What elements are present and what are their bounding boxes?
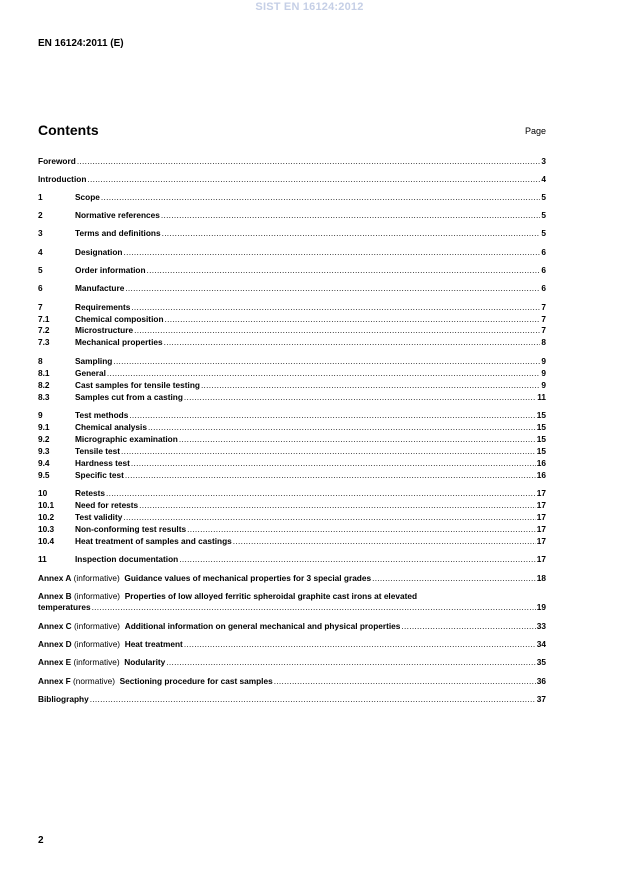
page-column-label: Page [524,126,546,136]
toc-page: 17 [536,524,546,534]
toc-entry-11[interactable] [38,554,546,565]
toc-page: 17 [536,500,546,510]
document-id: EN 16124:2011 (E) [38,38,124,49]
toc-number: 4 [38,247,43,257]
toc-entry-7-3[interactable] [38,337,546,348]
toc-title: Test methods [75,410,129,420]
toc-entry-9-4[interactable] [38,458,546,469]
annex-type: (informative) [73,657,120,667]
toc-entry-annex-e[interactable] [38,657,546,668]
annex-type: (normative) [73,676,116,686]
toc-entry-8-1[interactable] [38,368,546,379]
toc-title: Introduction [38,174,87,184]
toc-title: Guidance values of mechanical properties for 3 special grades [124,573,372,583]
toc-number: 9.3 [38,446,50,456]
toc-page: 17 [536,488,546,498]
toc-number: 10.3 [38,524,55,534]
toc-number: 5 [38,265,43,275]
toc-entry-annex-d[interactable] [38,639,546,650]
toc-page: 19 [536,602,546,612]
toc-page: 9 [541,380,546,390]
toc-title: Foreword [38,156,76,166]
toc-number: 3 [38,228,43,238]
toc-page: 5 [541,192,546,202]
toc-entry-8-3[interactable] [38,392,546,403]
toc-number: 10.1 [38,500,55,510]
toc-page: 15 [536,446,546,456]
toc-entry-9-3[interactable] [38,446,546,457]
toc-title: Manufacture [75,283,125,293]
toc-title: Inspection documentation [75,554,179,564]
page-number: 2 [38,835,44,846]
toc-title: Additional information on general mechanical and physical properties [124,621,401,631]
toc-number: 7.2 [38,325,50,335]
toc-number: 9.4 [38,458,50,468]
toc-entry-10-1[interactable] [38,500,546,511]
toc-page: 18 [536,573,546,583]
toc-number: 10 [38,488,48,498]
toc-entry-1[interactable] [38,192,546,203]
toc-page: 15 [536,434,546,444]
toc-page: 17 [536,536,546,546]
toc-page: 6 [541,265,546,275]
toc-entry-7[interactable] [38,302,546,313]
toc-title: Normative references [75,210,160,220]
toc-title: Order information [75,265,146,275]
toc-title: Sectioning procedure for cast samples [119,676,273,686]
toc-entry-8-2[interactable] [38,380,546,391]
toc-entry-2[interactable] [38,210,546,221]
toc-page: 6 [541,283,546,293]
toc-entry-7-1[interactable] [38,314,546,325]
annex-label: Annex D [38,639,72,649]
toc-page: 8 [541,337,546,347]
toc-title: Heat treatment [124,639,183,649]
watermark: SIST EN 16124:2012 [255,1,364,13]
toc-number: 8.3 [38,392,50,402]
toc-number: 7.1 [38,314,50,324]
toc-entry-6[interactable] [38,283,546,294]
toc-entry-10-4[interactable] [38,536,546,547]
toc-number: 7.3 [38,337,50,347]
toc-entry-9-5[interactable] [38,470,546,481]
toc-number: 10.2 [38,512,55,522]
toc-page: 7 [541,325,546,335]
annex-label: Annex E [38,657,72,667]
toc-page: 37 [536,694,546,704]
toc-number: 2 [38,210,43,220]
toc-entry-3[interactable] [38,228,546,239]
toc-page: 7 [541,302,546,312]
toc-page: 7 [541,314,546,324]
toc-title: General [75,368,106,378]
toc-number: 9 [38,410,43,420]
toc-number: 10.4 [38,536,55,546]
toc-page: 15 [536,410,546,420]
toc-number: 9.5 [38,470,50,480]
toc-page: 36 [536,676,546,686]
annex-type: (informative) [73,639,121,649]
toc-title: Nodularity [124,657,166,667]
toc-entry-9-1[interactable] [38,422,546,433]
toc-entry-introduction[interactable] [38,174,546,185]
toc-entry-10[interactable] [38,488,546,499]
toc-title: Specific test [75,470,124,480]
toc-number: 7 [38,302,43,312]
toc-title: Samples cut from a casting [75,392,183,402]
toc-page: 17 [536,554,546,564]
toc-title: Hardness test [75,458,130,468]
toc-title: Chemical analysis [75,422,147,432]
toc-title: Microstructure [75,325,134,335]
toc-entry-9-2[interactable] [38,434,546,445]
toc-title: Scope [75,192,100,202]
toc-page: 17 [536,512,546,522]
toc-page: 9 [541,368,546,378]
toc-entry-annex-f[interactable] [38,676,546,687]
toc-title: Requirements [75,302,131,312]
toc-title: Need for retests [75,500,139,510]
toc-page: 5 [541,210,546,220]
toc-entry-annex-c[interactable] [38,621,546,632]
toc-title: Terms and definitions [75,228,161,238]
toc-entry-annex-a[interactable] [38,573,546,584]
toc-number: 11 [38,554,47,564]
toc-page: 33 [536,621,546,631]
toc-page: 5 [541,228,546,238]
toc-page: 3 [541,156,546,166]
toc-page: 16 [536,470,546,480]
toc-page: 34 [536,639,546,649]
annex-type: (informative) [73,591,121,601]
toc-number: 8.1 [38,368,50,378]
toc-entry-foreword[interactable] [38,156,546,167]
annex-label: Annex C [38,621,72,631]
toc-entry-4[interactable] [38,247,546,258]
toc-title: Chemical composition [75,314,164,324]
toc-title: Micrographic examination [75,434,178,444]
toc-number: 9.1 [38,422,50,432]
contents-title: Contents [38,122,99,138]
toc-title: Heat treatment of samples and castings [75,536,232,546]
toc-title: Cast samples for tensile testing [75,380,200,390]
toc-entry-5[interactable] [38,265,546,276]
toc-entry-10-3[interactable] [38,524,546,535]
toc-title: Tensile test [75,446,121,456]
toc-title: Bibliography [38,694,89,704]
annex-type: (informative) [73,621,121,631]
toc-entry-annex-b[interactable] [38,591,546,613]
toc-title: Sampling [75,356,113,366]
annex-type: (informative) [73,573,120,583]
toc-title: Non-conforming test results [75,524,187,534]
toc-number: 8.2 [38,380,50,390]
toc-entry-9[interactable] [38,410,546,421]
toc-page: 15 [536,422,546,432]
toc-entry-10-2[interactable] [38,512,546,523]
annex-label: Annex A [38,573,72,583]
toc-title: Retests [75,488,105,498]
toc-title: Properties of low alloyed ferritic spheroidal graphite cast irons at elevated [124,591,418,601]
toc-page: 4 [541,174,546,184]
toc-entry-bibliography[interactable] [38,694,546,705]
toc-page: 35 [536,657,546,667]
toc-number: 8 [38,356,43,366]
toc-number: 1 [38,192,43,202]
toc-number: 9.2 [38,434,50,444]
toc-page: 11 [537,392,546,402]
toc-number: 6 [38,283,43,293]
toc-title: Designation [75,247,123,257]
toc-page: 6 [541,247,546,257]
toc-page: 9 [541,356,546,366]
toc-entry-7-2[interactable] [38,325,546,336]
toc-title-continued: temperatures [38,602,91,612]
toc-page: 16 [536,458,546,468]
annex-label: Annex F [38,676,71,686]
toc-title: Test validity [75,512,123,522]
toc-entry-8[interactable] [38,356,546,367]
toc-title: Mechanical properties [75,337,163,347]
annex-label: Annex B [38,591,72,601]
